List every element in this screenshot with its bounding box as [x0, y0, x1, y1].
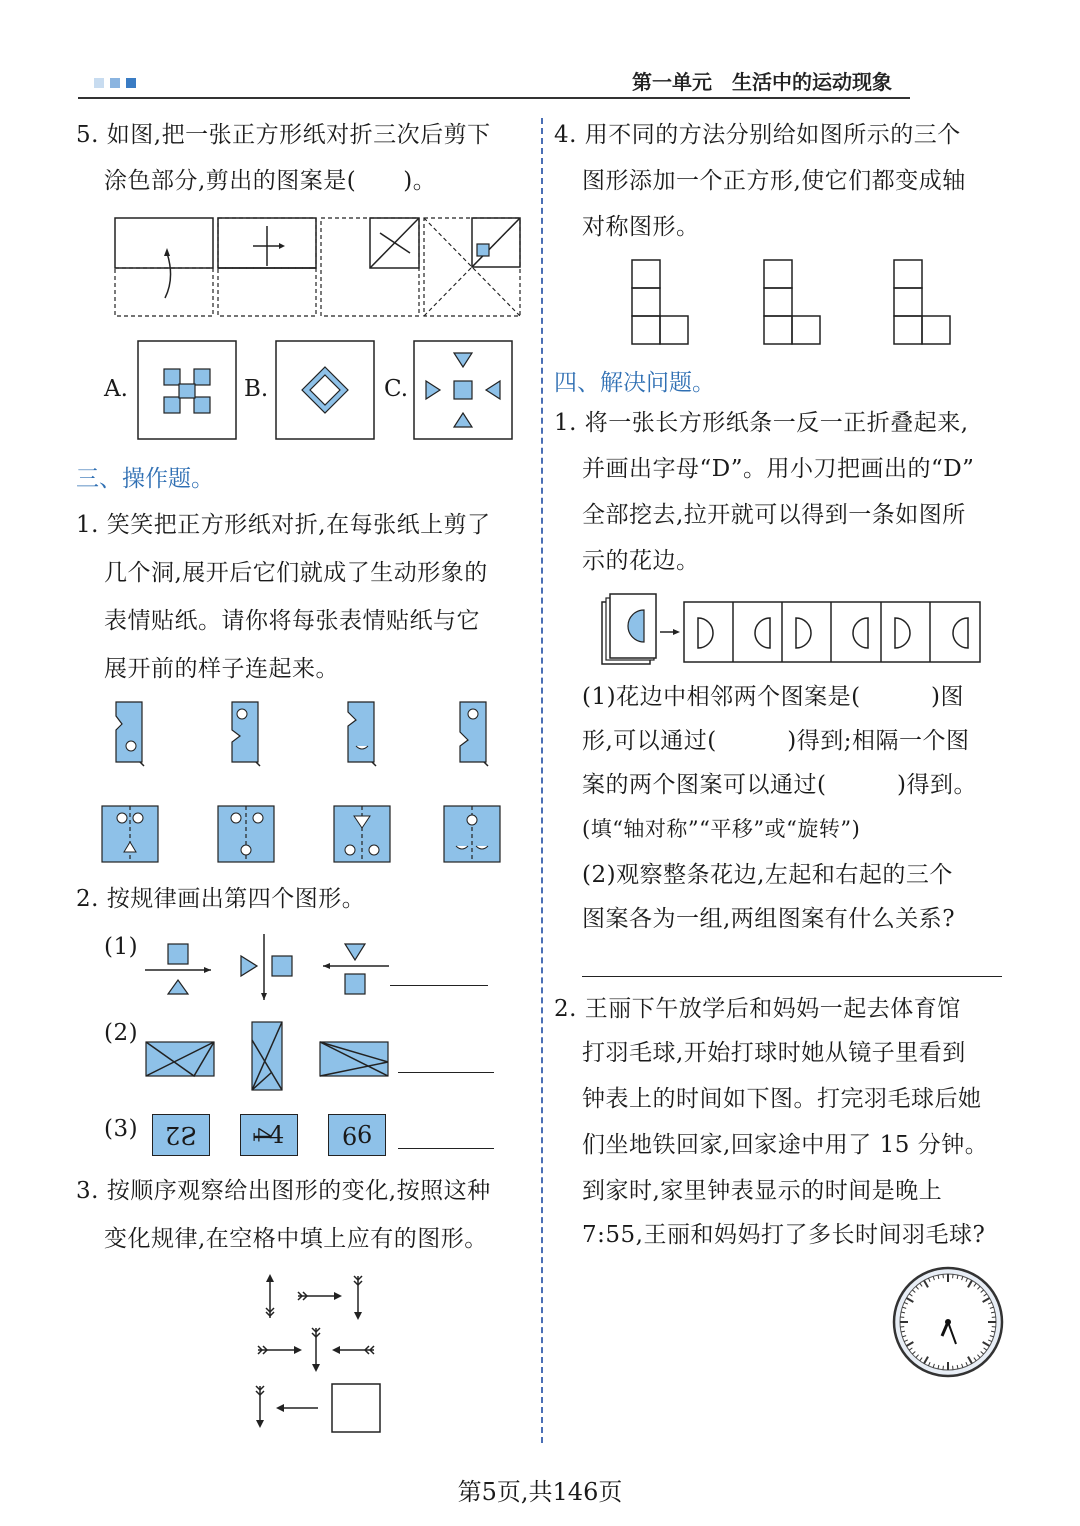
option-b-label: B. [244, 376, 269, 402]
op-q3-line1: 3. 按顺序观察给出图形的变化,按照这种 [76, 1178, 491, 1204]
column-divider [541, 118, 543, 1443]
p1-sub1-line4: (填“轴对称”“平移”或“旋转”) [582, 817, 861, 841]
p1-sub2-answer-line[interactable] [582, 976, 1002, 977]
option-c-label: C. [384, 376, 409, 402]
op-q3-line2: 变化规律,在空格中填上应有的图形。 [104, 1226, 488, 1252]
unfolded-stickers [102, 806, 502, 864]
pattern-1-label: (1) [104, 934, 139, 960]
p2-line4: 们坐地铁回家,回家途中用了 15 分钟。 [582, 1132, 989, 1158]
mirror-clock-icon [892, 1266, 1004, 1378]
q5-line2: 涂色部分,剪出的图案是( )。 [104, 168, 437, 194]
header-square-3 [126, 78, 136, 88]
p1-sub1-line1: (1)花边中相邻两个图案是( )图 [582, 684, 965, 710]
tile-2-text: 2 [165, 1121, 181, 1149]
l-shapes [632, 260, 952, 346]
pattern-1-answer-blank[interactable] [390, 985, 488, 986]
p1-sub1-line2: 形,可以通过( )得到;相隔一个图 [582, 728, 970, 754]
q4-line3: 对称图形。 [582, 214, 700, 240]
pattern-row-2 [146, 1022, 396, 1092]
tile-2: 2S [152, 1114, 210, 1156]
pattern-2-label: (2) [104, 1020, 139, 1046]
p2-line1: 2. 王丽下午放学后和妈妈一起去体育馆 [554, 996, 961, 1022]
header-square-2 [110, 78, 120, 88]
p1-sub2-line2: 图案各为一组,两组图案有什么关系? [582, 906, 956, 932]
arrow-sequence-grid [250, 1272, 390, 1438]
header-square-1 [94, 78, 104, 88]
p1-line4: 示的花边。 [582, 548, 700, 574]
section-4-heading: 四、解决问题。 [554, 370, 715, 396]
op-q1-line3: 表情贴纸。请你将每张表情贴纸与它 [104, 608, 480, 634]
unit-title: 第一单元 生活中的运动现象 [632, 70, 892, 94]
pattern-3-answer-blank[interactable] [398, 1148, 494, 1149]
p2-line5: 到家时,家里钟表显示的时间是晚上 [582, 1178, 943, 1204]
p1-sub1-line3: 案的两个图案可以通过( )得到。 [582, 772, 977, 798]
header-rule [78, 97, 910, 99]
q4-line1: 4. 用不同的方法分别给如图所示的三个 [554, 122, 961, 148]
page-number: 第5页,共146页 [457, 1478, 623, 1506]
q5-line1: 5. 如图,把一张正方形纸对折三次后剪下 [76, 122, 491, 148]
p1-sub2-line1: (2)观察整条花边,左起和右起的三个 [582, 862, 953, 888]
op-q1-line4: 展开前的样子连起来。 [104, 656, 339, 682]
op-q1-line1: 1. 笑笑把正方形纸对折,在每张纸上剪了 [76, 512, 491, 538]
section-3-heading: 三、操作题。 [76, 466, 214, 492]
tile-6: 96 [328, 1114, 386, 1156]
option-b-figure[interactable] [276, 341, 374, 439]
p2-line2: 打羽毛球,开始打球时她从镜子里看到 [582, 1040, 966, 1066]
option-a-label: A. [104, 376, 128, 402]
option-c-figure[interactable] [414, 341, 512, 439]
op-q1-line2: 几个洞,展开后它们就成了生动形象的 [104, 560, 488, 586]
tile-6-text: 6 [357, 1121, 373, 1149]
op-q2-title: 2. 按规律画出第四个图形。 [76, 886, 366, 912]
lace-strip-diagram [600, 594, 985, 666]
p1-line2: 并画出字母“D”。用小刀把画出的“D” [582, 456, 975, 482]
p1-line3: 全部挖去,拉开就可以得到一条如图所 [582, 502, 966, 528]
pattern-row-1 [145, 934, 395, 1000]
tile-4-text: 4 [269, 1121, 285, 1149]
pattern-3-label: (3) [104, 1116, 139, 1142]
pattern-2-answer-blank[interactable] [398, 1072, 494, 1073]
p1-line1: 1. 将一张长方形纸条一反一正折叠起来, [554, 410, 969, 436]
tile-4: 44 [240, 1114, 298, 1156]
folded-stickers [112, 702, 492, 767]
option-a-figure[interactable] [138, 341, 236, 439]
p2-line3: 钟表上的时间如下图。打完羽毛球后她 [582, 1086, 982, 1112]
q4-line2: 图形添加一个正方形,使它们都变成轴 [582, 168, 966, 194]
p2-line6: 7:55,王丽和妈妈打了多长时间羽毛球? [582, 1222, 986, 1248]
folding-diagram [115, 218, 520, 318]
